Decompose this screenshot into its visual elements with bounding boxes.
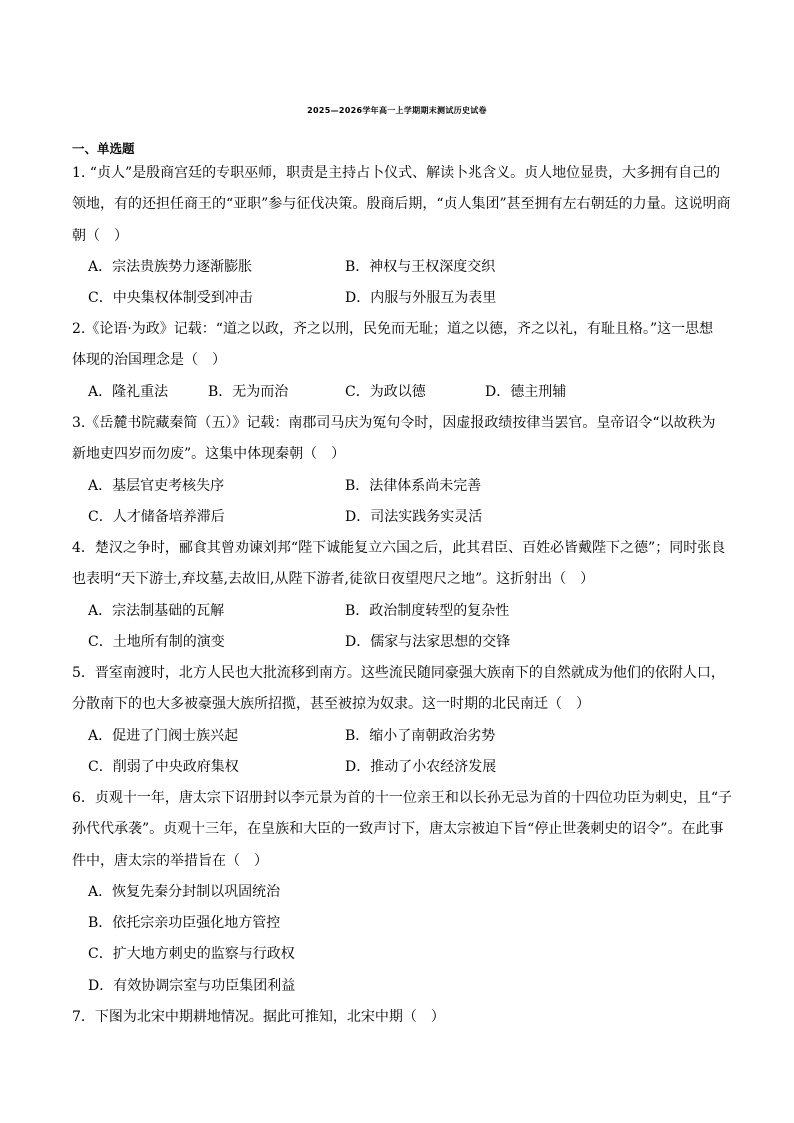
- question-4-option-c[interactable]: C．土地所有制的演变: [88, 634, 225, 650]
- question-5-option-c[interactable]: C．削弱了中央政府集权: [88, 759, 239, 775]
- question-6-line-1: 6．贞观十一年，唐太宗下诏册封以李元景为首的十一位亲王和以长孙无忌为首的十四位功臣为刺史，且“子: [72, 790, 733, 806]
- question-3-option-d[interactable]: D．司法实践务实灵活: [345, 509, 483, 525]
- question-3-option-b[interactable]: B．法律体系尚未完善: [345, 478, 482, 494]
- question-4-option-d[interactable]: D．儒家与法家思想的交锋: [345, 634, 511, 650]
- question-6-option-d[interactable]: D．有效协调宗室与功臣集团利益: [88, 978, 296, 994]
- question-5-line-1: 5．晋室南渡时，北方人民也大批流移到南方。这些流民随同豪强大族南下的自然就成为他们的依附人口，: [72, 665, 725, 681]
- question-2-option-b[interactable]: B．无为而治: [208, 384, 289, 400]
- question-1-option-d[interactable]: D．内服与外服互为表里: [345, 290, 497, 306]
- question-1-line-3: 朝（ ）: [72, 228, 128, 244]
- question-2-line-2: 体现的治国理念是（ ）: [72, 352, 226, 368]
- question-1-option-c[interactable]: C．中央集权体制受到冲击: [88, 290, 253, 306]
- question-6-line-2: 孙代代承袭”。贞观十三年，在皇族和大臣的一致声讨下，唐太宗被迫下旨“停止世袭刺史的诏令”。在此事: [72, 821, 724, 837]
- question-4-line-1: 4．楚汉之争时，郦食其曾劝谏刘邦“陛下诚能复立六国之后，此其君臣、百姓必皆戴陛下之德”；同时张良: [72, 540, 726, 556]
- question-4-option-b[interactable]: B．政治制度转型的复杂性: [345, 603, 510, 619]
- question-2-option-d[interactable]: D．德主刑辅: [485, 384, 567, 400]
- question-6-option-b[interactable]: B．依托宗亲功臣强化地方管控: [88, 915, 281, 931]
- section-heading: 一、单选题: [72, 141, 135, 156]
- question-7-line-1: 7．下图为北宋中期耕地情况。据此可推知，北宋中期（ ）: [72, 1009, 445, 1025]
- question-1-line-1: 1. “贞人”是殷商宫廷的专职巫师，职责是主持占卜仪式、解读卜兆含义。贞人地位显贵，大多拥有自己的: [72, 165, 721, 181]
- question-3-option-c[interactable]: C．人才储备培养滞后: [88, 509, 225, 525]
- question-1-option-b[interactable]: B．神权与王权深度交织: [345, 259, 496, 275]
- question-6-option-a[interactable]: A．恢复先秦分封制以巩固统治: [88, 884, 281, 900]
- question-4-option-a[interactable]: A．宗法制基础的瓦解: [88, 603, 225, 619]
- question-3-line-2: 新地吏四岁而勿废”。这集中体现秦朝（ ）: [72, 446, 346, 462]
- question-6-line-3: 件中，唐太宗的举措旨在（ ）: [72, 853, 268, 869]
- question-5-option-d[interactable]: D．推动了小农经济发展: [345, 759, 497, 775]
- question-5-line-2: 分散南下的也大多被豪强大族所招揽，甚至被掠为奴隶。这一时期的北民南迁（ ）: [72, 696, 590, 712]
- exam-title: 2025—2026学年高一上学期期末测试历史试卷: [307, 106, 487, 115]
- question-3-line-1: 3.《岳麓书院藏秦简（五）》记载：南郡司马庆为冤句令时，因虚报政绩按律当罢官。皇帝诏令“以故秩为: [72, 415, 716, 431]
- question-4-line-2: 也表明“天下游士,弃坟墓,去故旧,从陛下游者,徒欲日夜望咫尺之地”。这折射出（ ）: [72, 571, 595, 587]
- question-2-line-1: 2.《论语·为政》记载：“道之以政，齐之以刑，民免而无耻；道之以德，齐之以礼，有耻且格。”这一思想: [72, 321, 714, 337]
- question-5-option-b[interactable]: B．缩小了南朝政治劣势: [345, 728, 496, 744]
- question-6-option-c[interactable]: C．扩大地方刺史的监察与行政权: [88, 946, 295, 962]
- question-1-option-a[interactable]: A．宗法贵族势力逐渐膨胀: [88, 259, 253, 275]
- question-5-option-a[interactable]: A．促进了门阀士族兴起: [88, 728, 239, 744]
- question-1-line-2: 领地，有的还担任商王的“亚职”参与征伐决策。殷商后期，“贞人集团”甚至拥有左右朝廷的力量。这说明商: [72, 196, 731, 212]
- question-2-option-a[interactable]: A．隆礼重法: [88, 384, 169, 400]
- question-3-option-a[interactable]: A．基层官吏考核失序: [88, 478, 225, 494]
- question-2-option-c[interactable]: C．为政以德: [345, 384, 426, 400]
